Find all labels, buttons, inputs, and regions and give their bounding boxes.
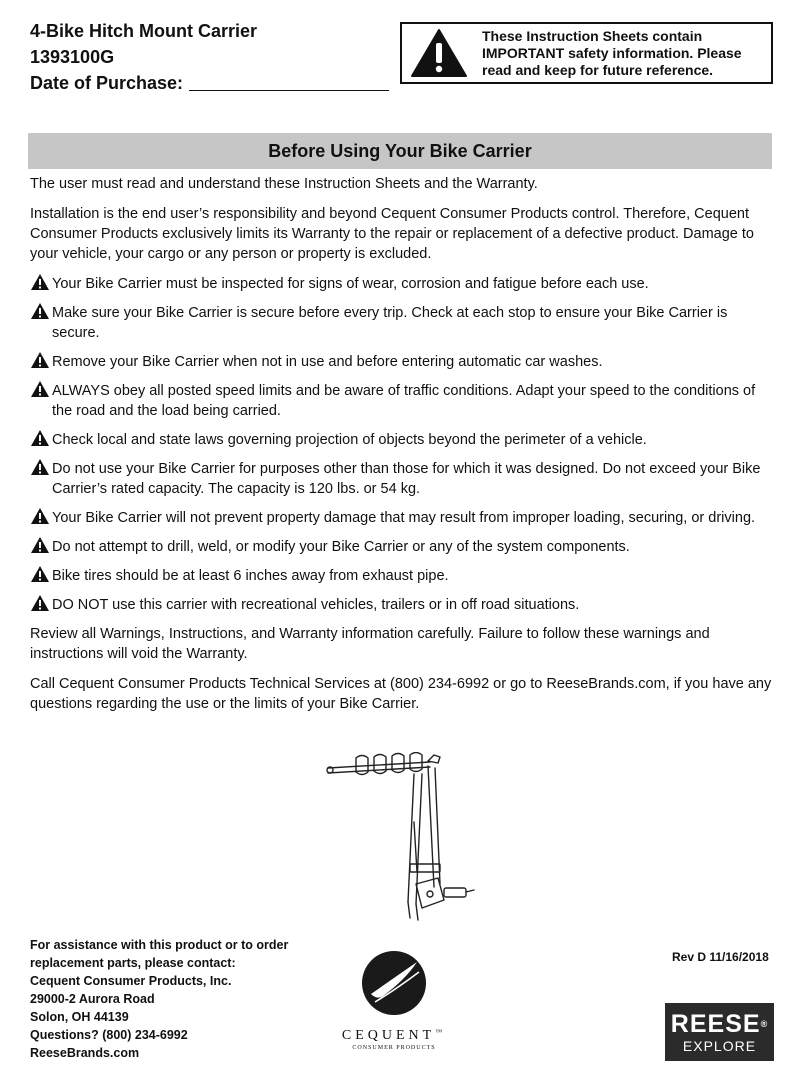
warning-text: Do not attempt to drill, weld, or modify your Bike Carrier or any of the system components. <box>52 539 630 555</box>
warning-text: Your Bike Carrier must be inspected for signs of wear, corrosion and fatigue before each use. <box>52 276 649 292</box>
contact-line: Questions? (800) 234-6992 <box>30 1028 188 1042</box>
warning-item <box>30 303 772 343</box>
contact-info <box>30 936 288 1062</box>
warning-triangle-icon <box>30 429 50 447</box>
warning-text: Check local and state laws governing projection of objects beyond the perimeter of a vehicle. <box>52 432 647 448</box>
reese-explore-logo <box>665 1003 774 1061</box>
warning-item <box>30 537 772 557</box>
contact-line: Cequent Consumer Products, Inc. <box>30 974 232 988</box>
section-banner: Before Using Your Bike Carrier <box>28 133 772 169</box>
contact-line: ReeseBrands.com <box>30 1046 140 1060</box>
contact-line: 29000-2 Aurora Road <box>30 992 155 1006</box>
closing-paragraph: Review all Warnings, Instructions, and Warranty information carefully. Failure to follow these warnings and instructions will void the Warranty. <box>30 626 710 662</box>
contact-line: For assistance with this product or to order <box>30 938 289 952</box>
warning-triangle-icon <box>410 28 468 78</box>
warning-item <box>30 595 772 615</box>
warning-triangle-icon <box>30 380 50 398</box>
explore-wordmark: EXPLORE <box>682 1038 757 1054</box>
product-title: 4-Bike Hitch Mount Carrier <box>30 21 258 41</box>
intro-paragraph: Installation is the end user’s responsibility and beyond Cequent Consumer Products control. Therefore, Cequent Consumer Products exclusively limits its Warranty to the repair or replacement of a defective product. Damage to your vehicle, your cargo or any person or property is excluded. <box>30 206 754 262</box>
warning-text: Make sure your Bike Carrier is secure before every trip. Check at each stop to ensure your Bike Carrier is secure. <box>52 305 728 341</box>
reese-wordmark: REESE® <box>670 1010 769 1038</box>
warning-text: Do not use your Bike Carrier for purposes other than those for which it was designed. Do not exceed your Bike Carrier’s rated capacity. The capacity is 120 lbs. or 54 kg. <box>52 461 761 497</box>
closing-paragraph: Call Cequent Consumer Products Technical Services at (800) 234-6992 or go to ReeseBrands.com, if you have any questions regarding the use or the limits of your Bike Carrier. <box>30 676 772 712</box>
bike-carrier-illustration <box>322 752 482 924</box>
intro-paragraph: The user must read and understand these Instruction Sheets and the Warranty. <box>30 176 538 192</box>
warning-triangle-icon <box>30 458 50 476</box>
warning-item <box>30 430 772 450</box>
warning-triangle-icon <box>30 273 50 291</box>
warning-triangle-icon <box>30 351 50 369</box>
warning-triangle-icon <box>30 565 50 583</box>
cequent-emblem-icon <box>361 950 427 1016</box>
warning-text: Your Bike Carrier will not prevent property damage that may result from improper loading, securing, or driving. <box>52 510 756 526</box>
date-of-purchase <box>30 70 389 96</box>
safety-notice-text: These Instruction Sheets contain IMPORTANT safety information. Please read and keep for future reference. <box>482 27 742 78</box>
instructions-body <box>30 174 772 724</box>
warning-triangle-icon <box>30 507 50 525</box>
cequent-wordmark: CEQUENT™ <box>341 1028 447 1043</box>
cequent-logo <box>330 950 458 1065</box>
warning-item <box>30 352 772 372</box>
date-blank-line <box>189 72 389 91</box>
warning-text: ALWAYS obey all posted speed limits and be aware of traffic conditions. Adapt your speed to the conditions of the road and the load being carried. <box>52 383 756 419</box>
warning-item <box>30 566 772 586</box>
contact-line: replacement parts, please contact: <box>30 956 236 970</box>
warning-item <box>30 381 772 421</box>
warning-item <box>30 459 772 499</box>
warning-triangle-icon <box>30 302 50 320</box>
warning-triangle-icon <box>30 594 50 612</box>
warning-text: Remove your Bike Carrier when not in use and before entering automatic car washes. <box>52 354 603 370</box>
cequent-subtitle: CONSUMER PRODUCTS <box>352 1045 436 1051</box>
warning-text: Bike tires should be at least 6 inches away from exhaust pipe. <box>52 568 449 584</box>
warning-item <box>30 508 772 528</box>
safety-notice-box <box>400 22 773 84</box>
warning-item <box>30 274 772 294</box>
warning-triangle-icon <box>30 536 50 554</box>
revision-label: Rev D 11/16/2018 <box>672 950 769 964</box>
document-header <box>30 18 389 96</box>
contact-line: Solon, OH 44139 <box>30 1010 129 1024</box>
model-number: 1393100G <box>30 47 115 67</box>
date-label: Date of Purchase: <box>30 73 184 93</box>
warning-text: DO NOT use this carrier with recreational vehicles, trailers or in off road situations. <box>52 597 580 613</box>
